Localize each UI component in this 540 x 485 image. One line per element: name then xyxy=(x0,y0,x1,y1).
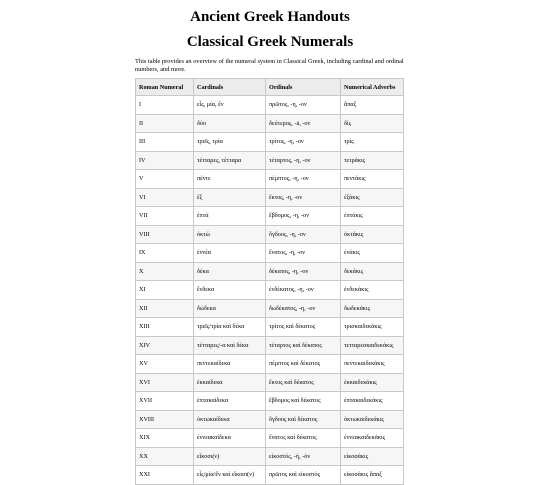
roman-numeral-cell: XII xyxy=(136,299,194,318)
ordinal-cell: δωδέκατος, -η, -ον xyxy=(266,299,341,318)
table-row xyxy=(136,466,404,485)
ordinal-cell: πρῶτος καὶ εἰκοστός xyxy=(266,466,341,485)
table-row xyxy=(136,188,404,207)
ordinal-cell: δέκατος, -η, -ον xyxy=(266,262,341,281)
adverb-cell: πεντεκαιδεκάκις xyxy=(341,355,404,374)
adverb-cell: τρίς xyxy=(341,133,404,152)
ordinal-cell: πέμπτος, -η, -ον xyxy=(266,170,341,189)
cardinal-cell: τρεῖς, τρία xyxy=(194,133,266,152)
table-row xyxy=(136,373,404,392)
header-roman-numeral: Roman Numeral xyxy=(136,79,194,96)
table-row xyxy=(136,281,404,300)
adverb-cell: ἐννεακαιδεκάκις xyxy=(341,429,404,448)
cardinal-cell: πέντε xyxy=(194,170,266,189)
roman-numeral-cell: XVIII xyxy=(136,410,194,429)
cardinal-cell: ἐννεακαίδεκα xyxy=(194,429,266,448)
table-body xyxy=(136,96,404,485)
roman-numeral-cell: VI xyxy=(136,188,194,207)
table-row xyxy=(136,262,404,281)
ordinal-cell: τρίτος καὶ δέκατος xyxy=(266,318,341,337)
cardinal-cell: τέτταρες/-α καὶ δέκα xyxy=(194,336,266,355)
table-row xyxy=(136,336,404,355)
roman-numeral-cell: I xyxy=(136,96,194,115)
cardinal-cell: εἷς, μία, ἕν xyxy=(194,96,266,115)
roman-numeral-cell: XI xyxy=(136,281,194,300)
cardinal-cell: δέκα xyxy=(194,262,266,281)
adverb-cell: πεντάκις xyxy=(341,170,404,189)
cardinal-cell: ὀκτώ xyxy=(194,225,266,244)
adverb-cell: ἐνάκις xyxy=(341,244,404,263)
adverb-cell: τετταρεσκαιδεκάκις xyxy=(341,336,404,355)
site-title: Ancient Greek Handouts xyxy=(190,9,350,25)
cardinal-cell: τρεῖς/τρία καὶ δέκα xyxy=(194,318,266,337)
adverb-cell: δίς xyxy=(341,114,404,133)
ordinal-cell: τρίτος, -η, -ον xyxy=(266,133,341,152)
cardinal-cell: δύο xyxy=(194,114,266,133)
roman-numeral-cell: V xyxy=(136,170,194,189)
table-row xyxy=(136,392,404,411)
ordinal-cell: ὄγδοος καὶ δέκατος xyxy=(266,410,341,429)
roman-numeral-cell: VII xyxy=(136,207,194,226)
table-row xyxy=(136,170,404,189)
cardinal-cell: πεντεκαίδεκα xyxy=(194,355,266,374)
roman-numeral-cell: XIII xyxy=(136,318,194,337)
ordinal-cell: ὄγδοος, -η, -ον xyxy=(266,225,341,244)
adverb-cell: ἑπτάκις xyxy=(341,207,404,226)
adverb-cell: τρισκαιδεκάκις xyxy=(341,318,404,337)
roman-numeral-cell: X xyxy=(136,262,194,281)
ordinal-cell: τέταρτος, -η, -ον xyxy=(266,151,341,170)
ordinal-cell: ἕβδομος, -η, -ον xyxy=(266,207,341,226)
cardinal-cell: εἷς/μία/ἕν καὶ εἴκοσι(ν) xyxy=(194,466,266,485)
ordinal-cell: πέμπτος καὶ δέκατος xyxy=(266,355,341,374)
numerals-table xyxy=(135,78,404,485)
table-row xyxy=(136,244,404,263)
cardinal-cell: ἐννέα xyxy=(194,244,266,263)
ordinal-cell: ἕβδομος καὶ δέκατος xyxy=(266,392,341,411)
roman-numeral-cell: VIII xyxy=(136,225,194,244)
roman-numeral-cell: XIV xyxy=(136,336,194,355)
roman-numeral-cell: XIX xyxy=(136,429,194,448)
page-title: Classical Greek Numerals xyxy=(186,34,354,50)
cardinal-cell: ἕξ xyxy=(194,188,266,207)
table-row xyxy=(136,96,404,115)
cardinal-cell: ἕνδεκα xyxy=(194,281,266,300)
adverb-cell: ἅπαξ xyxy=(341,96,404,115)
roman-numeral-cell: XV xyxy=(136,355,194,374)
header-numerical-adverbs: Numerical Adverbs xyxy=(341,79,404,96)
adverb-cell: ἑπτακαιδεκάκις xyxy=(341,392,404,411)
adverb-cell: τετράκις xyxy=(341,151,404,170)
roman-numeral-cell: XVI xyxy=(136,373,194,392)
adverb-cell: δεκάκις xyxy=(341,262,404,281)
roman-numeral-cell: IV xyxy=(136,151,194,170)
adverb-cell: ὀκτάκις xyxy=(341,225,404,244)
table-row xyxy=(136,447,404,466)
table-row xyxy=(136,410,404,429)
cardinal-cell: τέτταρες, τέτταρα xyxy=(194,151,266,170)
header-ordinals: Ordinals xyxy=(266,79,341,96)
cardinal-cell: ἑπτακαίδεκα xyxy=(194,392,266,411)
ordinal-cell: ἔνατος, -η, -ον xyxy=(266,244,341,263)
table-row xyxy=(136,355,404,374)
ordinal-cell: δεύτερος, -ā, -ον xyxy=(266,114,341,133)
adverb-cell: εἰκοσάκις xyxy=(341,447,404,466)
roman-numeral-cell: III xyxy=(136,133,194,152)
ordinal-cell: τέταρτος καὶ δέκατος xyxy=(266,336,341,355)
adverb-cell: ὀκτωκαιδεκάκις xyxy=(341,410,404,429)
cardinal-cell: ἑκκαίδεκα xyxy=(194,373,266,392)
ordinal-cell: εἰκοστός, -ή, -όν xyxy=(266,447,341,466)
cardinal-cell: ὀκτωκαίδεκα xyxy=(194,410,266,429)
adverb-cell: εἰκοσάκις ἅπαξ xyxy=(341,466,404,485)
ordinal-cell: πρῶτος, -η, -ον xyxy=(266,96,341,115)
table-row xyxy=(136,318,404,337)
adverb-cell: δωδεκάκις xyxy=(341,299,404,318)
table-header-row xyxy=(136,79,404,96)
table-row xyxy=(136,225,404,244)
ordinal-cell: ἑνδέκατος, -η, -ον xyxy=(266,281,341,300)
adverb-cell: ἑκκαιδεκάκις xyxy=(341,373,404,392)
roman-numeral-cell: XXI xyxy=(136,466,194,485)
roman-numeral-cell: XX xyxy=(136,447,194,466)
ordinal-cell: ἕκτος καὶ δέκατος xyxy=(266,373,341,392)
ordinal-cell: ἕκτος, -η, -ον xyxy=(266,188,341,207)
adverb-cell: ἑνδεκάκις xyxy=(341,281,404,300)
table-row xyxy=(136,151,404,170)
table-row xyxy=(136,133,404,152)
cardinal-cell: εἴκοσι(ν) xyxy=(194,447,266,466)
table-row xyxy=(136,207,404,226)
cardinal-cell: ἑπτά xyxy=(194,207,266,226)
header-cardinals: Cardinals xyxy=(194,79,266,96)
adverb-cell: ἑξάκις xyxy=(341,188,404,207)
cardinal-cell: δώδεκα xyxy=(194,299,266,318)
table-row xyxy=(136,114,404,133)
roman-numeral-cell: XVII xyxy=(136,392,194,411)
ordinal-cell: ἔνατος καὶ δέκατος xyxy=(266,429,341,448)
table-row xyxy=(136,299,404,318)
roman-numeral-cell: II xyxy=(136,114,194,133)
table-row xyxy=(136,429,404,448)
intro-paragraph: This table provides an overview of the numeral system in Classical Greek, including cardinal and ordinal numbers, and more. xyxy=(135,58,404,73)
roman-numeral-cell: IX xyxy=(136,244,194,263)
